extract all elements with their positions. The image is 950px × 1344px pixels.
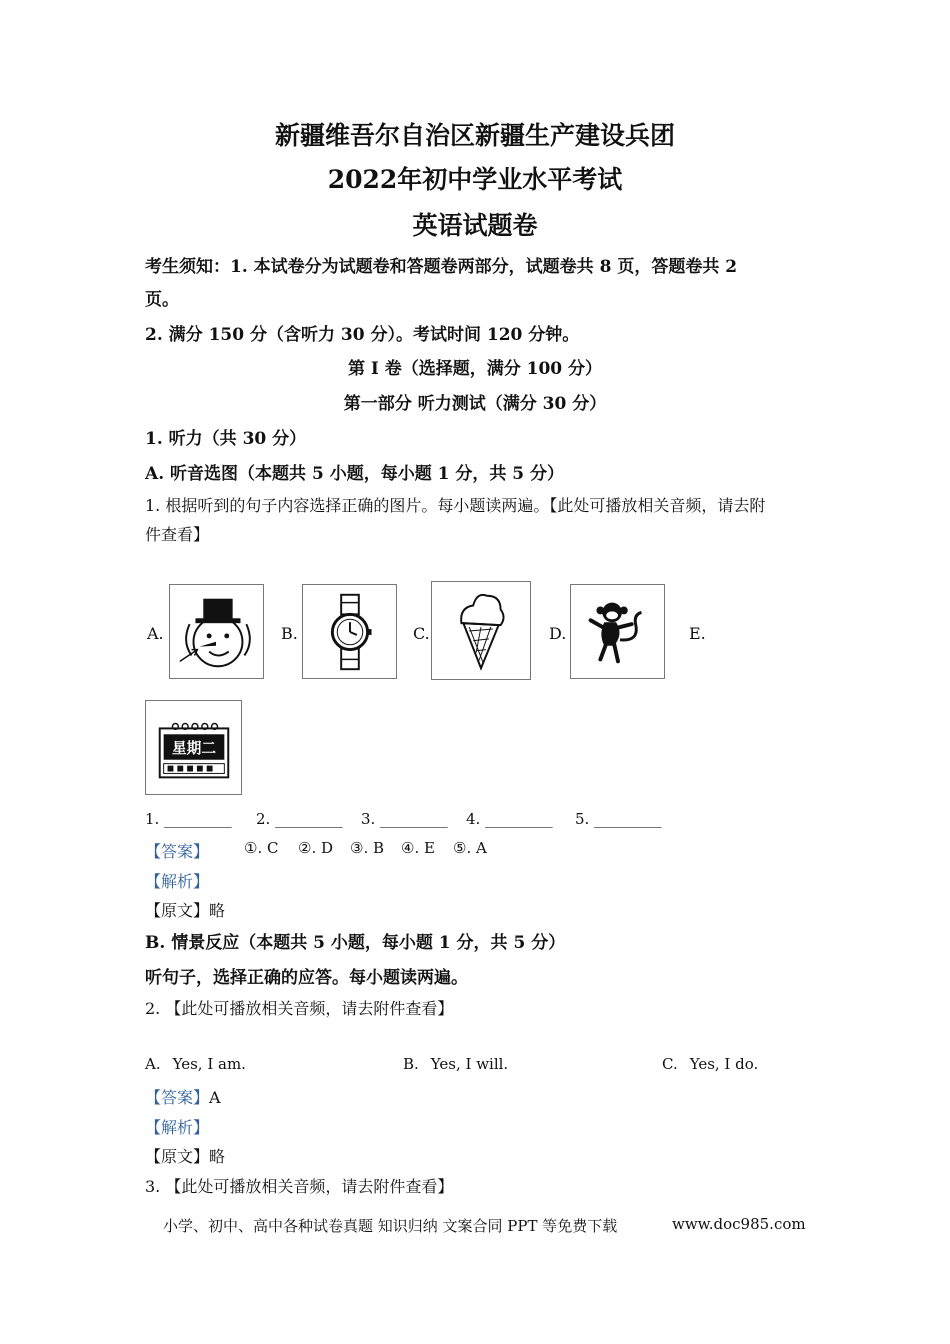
q1-answer-item-4: ④. E (401, 839, 435, 857)
q1-prompt-line-2: 件查看】 (145, 525, 210, 544)
footer-url[interactable]: www.doc985.com (672, 1215, 806, 1233)
q2-option-c-text: Yes, I do. (689, 1055, 759, 1073)
q1-answer-label: 【答案】 (145, 842, 210, 861)
q2-answer-label: 【答案】 (145, 1088, 210, 1107)
exam-title-subject: 英语试题卷 (412, 211, 538, 240)
volume-heading: 第 I 卷（选择题，满分 100 分） (347, 359, 603, 379)
q2-option-b-label: B. (403, 1055, 419, 1073)
q1-option-c-label: C. (413, 624, 430, 643)
monkey-icon[interactable] (570, 584, 665, 679)
q2-option-a-text: Yes, I am. (172, 1055, 246, 1073)
notice-line-2: 2. 满分 150 分（含听力 30 分）。考试时间 120 分钟。 (145, 325, 580, 345)
q1-blank-1[interactable]: 1. _________ (145, 810, 232, 828)
q2-option-a[interactable] (145, 1055, 246, 1073)
exam-title-year: 2022年初中学业水平考试 (327, 165, 623, 194)
q2-answer-value: A (209, 1088, 221, 1107)
q2-option-a-label: A. (145, 1055, 161, 1073)
q1-blank-3[interactable]: 3. _________ (361, 810, 448, 828)
ice-cream-icon[interactable] (431, 581, 531, 680)
q1-option-a-label: A. (147, 624, 164, 643)
footer-text: 小学、初中、高中各种试卷真题 知识归纳 文案合同 PPT 等免费下载 (163, 1217, 618, 1235)
notice-line-1: 考生须知：1. 本试卷分为试题卷和答题卷两部分，试题卷共 8 页，答题卷共 2 (145, 257, 738, 277)
part-a-heading: A. 听音选图（本题共 5 小题，每小题 1 分，共 5 分） (145, 464, 565, 484)
q1-original-value: 略 (209, 901, 226, 920)
part-heading: 第一部分 听力测试（满分 30 分） (343, 394, 607, 414)
q2-analysis-label: 【解析】 (145, 1118, 210, 1137)
q2-option-c[interactable] (662, 1055, 758, 1073)
q1-option-b-label: B. (281, 624, 298, 643)
q1-option-e-label: E. (689, 624, 706, 643)
q1-prompt-line-1: 1. 根据听到的句子内容选择正确的图片。每小题读两遍。【此处可播放相关音频，请去附 (145, 496, 766, 515)
q2-option-c-label: C. (662, 1055, 678, 1073)
notice-line-1-cont: 页。 (145, 290, 179, 310)
q2-answer-line (145, 1085, 221, 1108)
snowman-icon[interactable] (169, 584, 264, 679)
q2-original-label: 【原文】 (145, 1147, 210, 1166)
q1-answer-item-2: ②. D (298, 839, 334, 857)
calendar-icon[interactable] (145, 700, 242, 795)
q1-answer-item-3: ③. B (350, 839, 385, 857)
q2-option-b[interactable] (403, 1055, 508, 1073)
q1-option-d-label: D. (549, 624, 567, 643)
part-b-heading: B. 情景反应（本题共 5 小题，每小题 1 分，共 5 分） (145, 933, 566, 953)
q1-answer-item-5: ⑤. A (453, 839, 487, 857)
q1-blank-4[interactable]: 4. _________ (466, 810, 553, 828)
watch-icon[interactable] (302, 584, 397, 679)
calendar-text: 星期二 (171, 739, 216, 757)
q2-original-line (145, 1144, 225, 1167)
q3-prompt: 3. 【此处可播放相关音频，请去附件查看】 (145, 1177, 454, 1196)
q2-option-b-text: Yes, I will. (430, 1055, 509, 1073)
part-b-instruction: 听句子，选择正确的应答。每小题读两遍。 (145, 968, 468, 988)
q1-blank-2[interactable]: 2. _________ (256, 810, 343, 828)
q1-answer-item-1: ①. C (244, 839, 279, 857)
listening-heading: 1. 听力（共 30 分） (145, 429, 307, 449)
q1-analysis-label: 【解析】 (145, 872, 210, 891)
q1-blank-5[interactable]: 5. _________ (575, 810, 662, 828)
exam-title-region: 新疆维吾尔自治区新疆生产建设兵团 (274, 121, 675, 150)
q2-prompt: 2. 【此处可播放相关音频，请去附件查看】 (145, 999, 454, 1018)
q1-original-line (145, 898, 225, 921)
q2-original-value: 略 (209, 1147, 226, 1166)
q1-original-label: 【原文】 (145, 901, 210, 920)
